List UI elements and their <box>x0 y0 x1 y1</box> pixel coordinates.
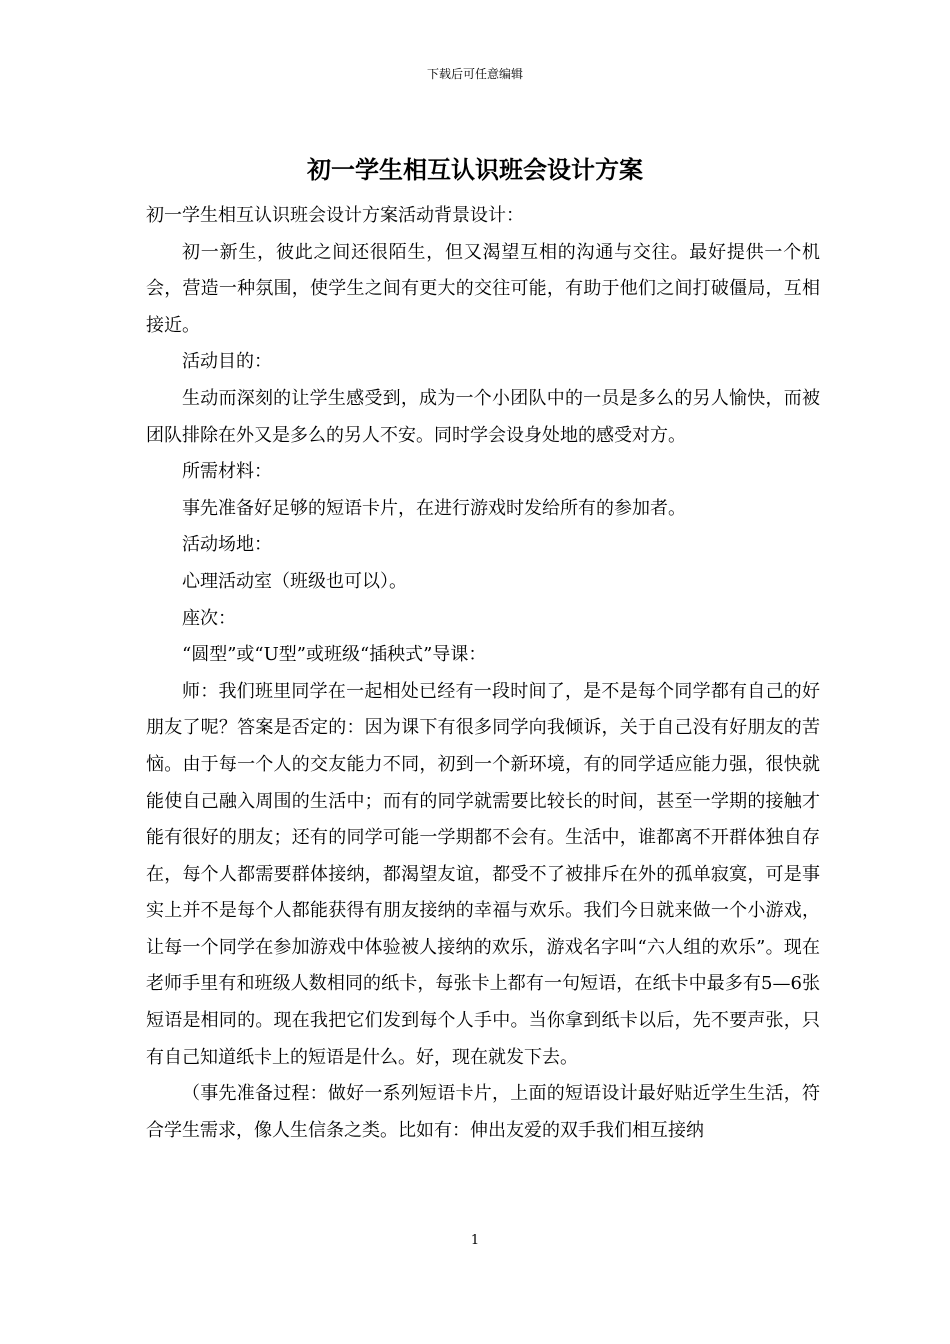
paragraph-preparation: （事先准备过程：做好一系列短语卡片，上面的短语设计最好贴近学生生活，符合学生需求，像人生信条之类。比如有：伸出友爱的双手我们相互接纳 <box>146 1083 820 1141</box>
paragraph-background-heading: 初一学生相互认识班会设计方案活动背景设计： <box>146 205 524 226</box>
paragraph-goal: 生动而深刻的让学生感受到，成为一个小团队中的一员是多么的另人愉快，而被团队排除在外又是多么的另人不安。同时学会设身处地的感受对方。 <box>146 387 820 446</box>
page-header-note: 下载后可任意编辑 <box>426 67 523 81</box>
paragraph-seating: “圆型”或“U型”或班级“插秧式”导课： <box>182 644 487 666</box>
paragraph-seating-heading: 座次： <box>182 607 236 629</box>
paragraph-teacher-intro: 师：我们班里同学在一起相处已经有一段时间了，是不是每个同学都有自己的好朋友了呢？答案是否定的：因为课下有很多同学向我倾诉，关于自己没有好朋友的苦恼。由于每一个人的交友能力不同，初到一个新环境，有的同学适应能力强，很快就能使自己融入周围的生活中；而有的同学就需要比较长的时间，甚至一学期的接触才能有很好的朋友；还有的同学可能一学期都不会有。生活中，谁都离不开群体独自存在，每个人都需要群体接纳，都渴望友谊，都受不了被排斥在外的孤单寂寞，可是事实上并不是每个人都能获得有朋友接纳的幸福与欢乐。我们今日就来做一个小游戏，让每一个同学在参加游戏中体验被人接纳的欢乐，游戏名字叫“六人组的欢乐”。现在老师手里有和班级人数相同的纸卡，每张卡上都有一句短语，在纸卡中最多有5—6张短语是相同的。现在我把它们发到每个人手中。当你拿到纸卡以后，先不要声张，只有自己知道纸卡上的短语是什么。好，现在就发下去。 <box>146 680 820 1068</box>
page-number: 1 <box>470 1233 480 1248</box>
document-title: 初一学生相互认识班会设计方案 <box>307 155 643 184</box>
paragraph-venue-heading: 活动场地： <box>182 534 272 556</box>
paragraph-goal-heading: 活动目的： <box>182 351 272 373</box>
paragraph-background: 初一新生，彼此之间还很陌生，但又渴望互相的沟通与交往。最好提供一个机会，营造一种氛围，使学生之间有更大的交往可能，有助于他们之间打破僵局，互相接近。 <box>146 241 820 336</box>
paragraph-venue: 心理活动室（班级也可以）。 <box>182 570 407 592</box>
document-body <box>146 198 820 1149</box>
paragraph-materials-heading: 所需材料： <box>182 461 272 483</box>
paragraph-materials: 事先准备好足够的短语卡片，在进行游戏时发给所有的参加者。 <box>182 497 686 519</box>
